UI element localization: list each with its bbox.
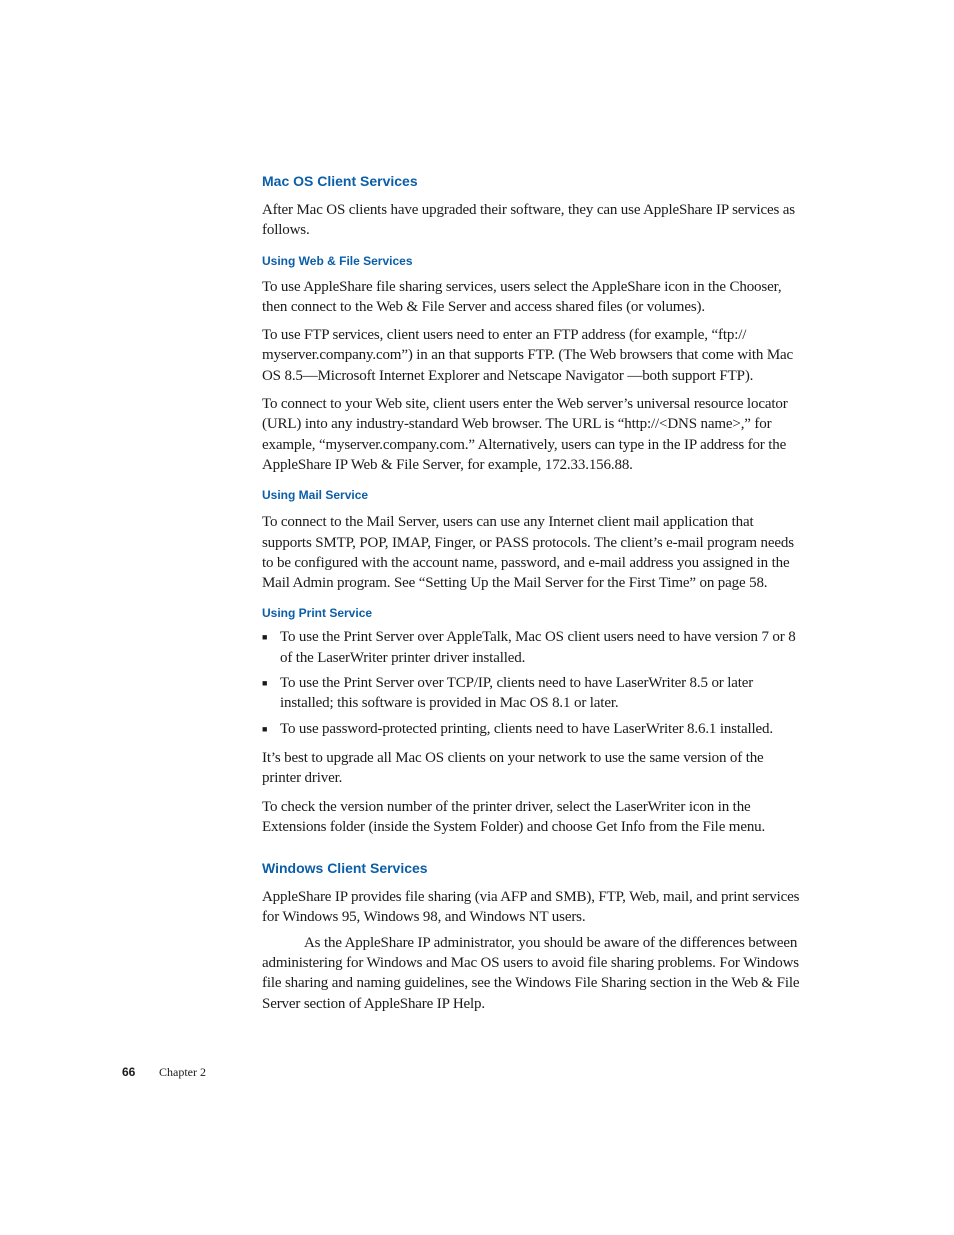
page-number: 66 xyxy=(122,1065,136,1079)
windows-client-services-heading: Windows Client Services xyxy=(262,860,428,877)
bullet-icon: ■ xyxy=(262,632,268,643)
mac-os-client-services-heading: Mac OS Client Services xyxy=(262,173,418,189)
mac-intro-paragraph: After Mac OS clients have upgraded their software, they can use AppleShare IP services as follows. xyxy=(262,202,795,239)
list-item-text: To use password-protected printing, clients need to have LaserWriter 8.6.1 installed. xyxy=(280,720,773,737)
page-footer xyxy=(122,1063,206,1081)
list-item xyxy=(262,627,804,668)
main-column xyxy=(262,172,804,1014)
print-service-heading: Using Print Service xyxy=(262,606,373,621)
print-bullet-list xyxy=(262,627,804,738)
print-paragraph-2: To check the version number of the printer driver, select the LaserWriter icon in the Extensions folder (inside the System Folder) and choose Get Info from the File menu. xyxy=(262,798,766,835)
mail-paragraph-1: To connect to the Mail Server, users can use any Internet client mail application that supports SMTP, POP, IMAP, Finger, or PASS protocols. The client’s e-mail program needs to be configured with the account name, password, and e-mail address you assigned in the Mail Admin program. See “Setting Up the Mail Server for the First Time” on page 58. xyxy=(262,514,794,592)
print-paragraph-1: It’s best to upgrade all Mac OS clients on your network to use the same version of the printer driver. xyxy=(262,749,764,787)
list-item xyxy=(262,673,804,714)
list-item-text: To use the Print Server over TCP/IP, clients need to have LaserWriter 8.5 or later installed; this software is provided in Mac OS 8.1 or later. xyxy=(280,675,754,712)
bullet-icon: ■ xyxy=(262,723,268,734)
windows-paragraph-2: As the AppleShare IP administrator, you should be aware of the differences between administering for Windows and Mac OS users to avoid file sharing problems. For Windows file sharing and naming guidelines, see the Windows File Sharing section in the Web & File Server section of AppleShare IP Help. xyxy=(262,934,800,1012)
list-item xyxy=(262,719,804,739)
web-file-services-heading: Using Web & File Services xyxy=(262,253,413,268)
bullet-icon: ■ xyxy=(262,678,268,689)
web-paragraph-3: To connect to your Web site, client users enter the Web server’s universal resource locator (URL) into any industry-standard Web browser. The URL is “http://<DNS name>,” for example, “myserver.company.com.” Alternatively, users can type in the IP address for the AppleShare IP Web & File Server, for example, 172.33.156.88. xyxy=(262,396,788,473)
chapter-label: Chapter 2 xyxy=(159,1065,206,1079)
mail-service-heading: Using Mail Service xyxy=(262,488,369,503)
list-item-text: To use the Print Server over AppleTalk, Mac OS client users need to have version 7 or 8 of the LaserWriter printer driver installed. xyxy=(280,629,796,666)
web-paragraph-1: To use AppleShare file sharing services, users select the AppleShare icon in the Chooser, then connect to the Web & File Server and access shared files (or volumes). xyxy=(262,278,782,315)
windows-paragraph-1: AppleShare IP provides file sharing (via AFP and SMB), FTP, Web, mail, and print services for Windows 95, Windows 98, and Windows NT users. xyxy=(262,889,800,926)
web-paragraph-2: To use FTP services, client users need to enter an FTP address (for example, “ftp:// myserver.company.com”) in an that supports FTP. (The Web browsers that come with Mac OS 8.5—Microsoft Internet Explorer and Netscape Navigator —both support FTP). xyxy=(262,327,794,384)
